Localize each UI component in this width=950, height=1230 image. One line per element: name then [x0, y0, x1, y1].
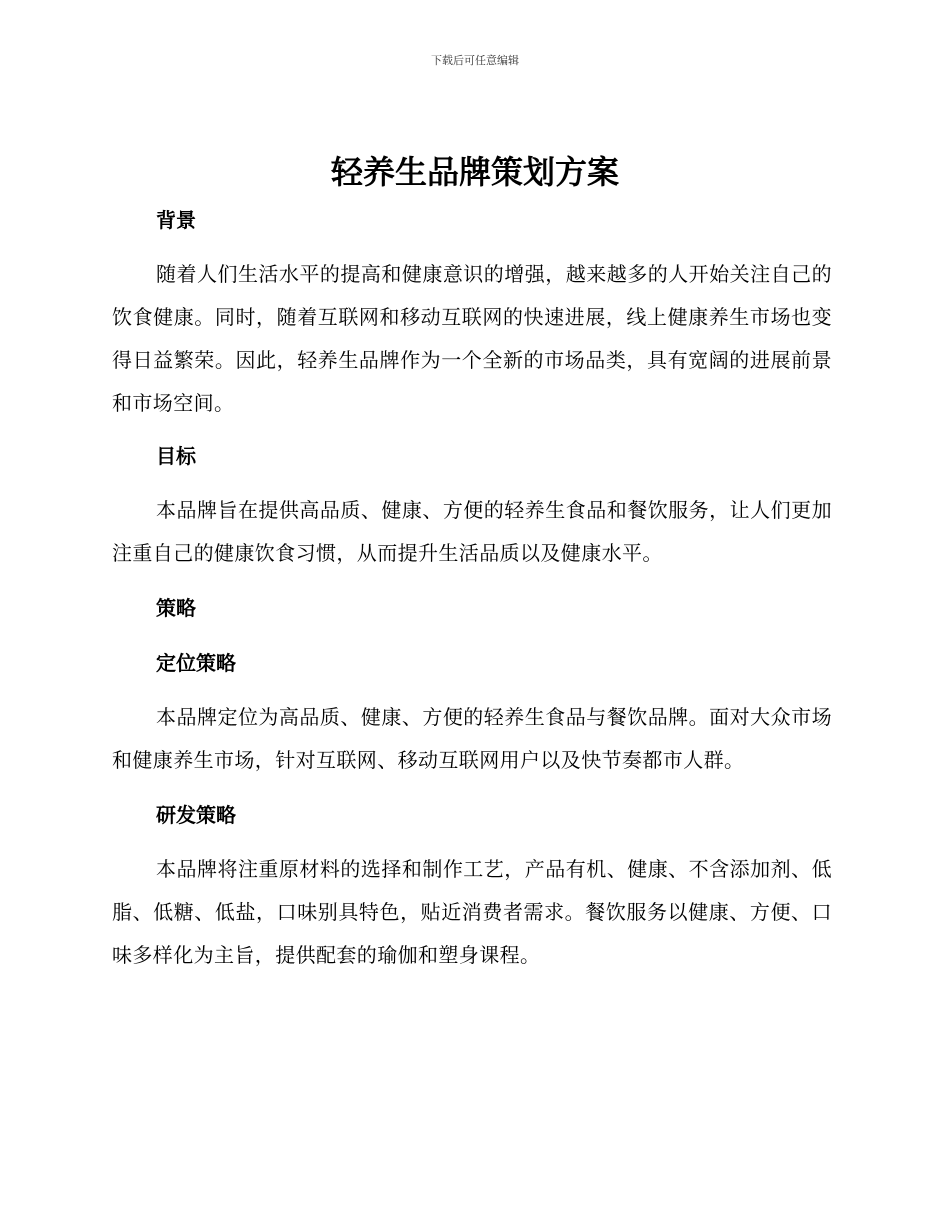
section-heading-strategy: 策略	[156, 596, 196, 620]
section-heading-positioning: 定位策略	[156, 651, 236, 675]
section-heading-rnd: 研发策略	[156, 803, 236, 827]
section-paragraph-positioning: 本品牌定位为高品质、健康、方便的轻养生食品与餐饮品牌。面对大众市场和健康养生市场，针对互联网、移动互联网用户以及快节奏都市人群。	[112, 705, 832, 772]
section-paragraph-background: 随着人们生活水平的提高和健康意识的增强，越来越多的人开始关注自己的饮食健康。同时，随着互联网和移动互联网的快速进展，线上健康养生市场也变得日益繁荣。因此，轻养生品牌作为一个全新的市场品类，具有宽阔的进展前景和市场空间。	[112, 262, 832, 415]
section-paragraph-rnd: 本品牌将注重原材料的选择和制作工艺，产品有机、健康、不含添加剂、低脂、低糖、低盐，口味别具特色，贴近消费者需求。餐饮服务以健康、方便、口味多样化为主旨，提供配套的瑜伽和塑身课程。	[112, 857, 832, 967]
section-heading-background: 背景	[156, 208, 196, 232]
header-note: 下载后可任意编辑	[431, 54, 519, 67]
section-heading-goal: 目标	[156, 444, 196, 468]
document-title: 轻养生品牌策划方案	[330, 153, 619, 191]
section-paragraph-goal: 本品牌旨在提供高品质、健康、方便的轻养生食品和餐饮服务，让人们更加注重自己的健康饮食习惯，从而提升生活品质以及健康水平。	[112, 498, 832, 565]
